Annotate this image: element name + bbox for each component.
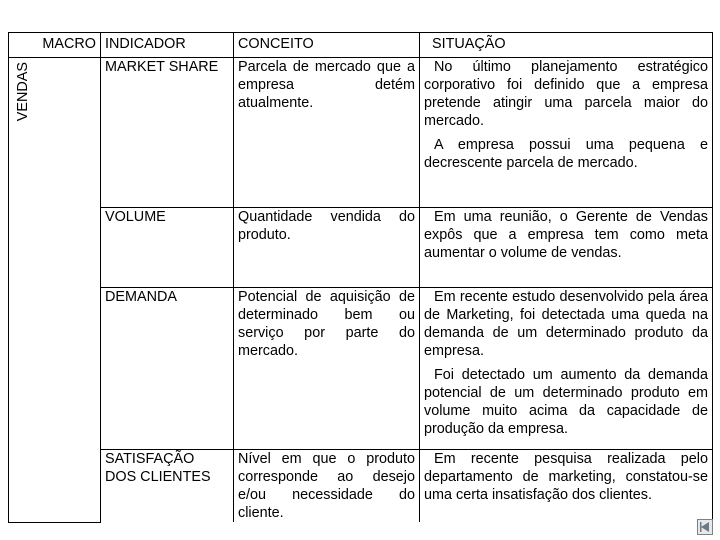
situacao-paragraph: Foi detectado um aumento da demanda potencial de um determinado produto em volume muito acima da capacidade de produção da empresa. [424, 367, 708, 437]
situacao-cell [420, 288, 713, 450]
header-macro: MACRO [9, 33, 101, 58]
situacao-cell [420, 208, 713, 288]
table-row [9, 450, 713, 523]
indicador-cell: SATISFAÇÃO DOS CLIENTES [101, 450, 234, 523]
indicador-cell: DEMANDA [101, 288, 234, 450]
situacao-paragraph: No último planejamento estratégico corporativo foi definido que a empresa pretende atingir uma parcela maior do mercado. [424, 59, 708, 129]
header-situacao: SITUAÇÃO [420, 33, 713, 58]
situacao-paragraph: Em recente pesquisa realizada pelo departamento de marketing, constatou-se uma certa insatisfação dos clientes. [424, 451, 708, 503]
indicador-cell: MARKET SHARE [101, 58, 234, 208]
macro-cell [9, 58, 101, 523]
conceito-cell: Parcela de mercado que a empresa detém atualmente. [234, 58, 420, 208]
table-row [9, 208, 713, 288]
situacao-paragraph: Em recente estudo desenvolvido pela área de Marketing, foi detectada uma queda na demanda de um determinado produto da empresa. [424, 289, 708, 359]
situacao-paragraph: Em uma reunião, o Gerente de Vendas expôs que a empresa tem como meta aumentar o volume de vendas. [424, 209, 708, 261]
indicador-cell: VOLUME [101, 208, 234, 288]
header-indicador: INDICADOR [101, 33, 234, 58]
situacao-cell [420, 450, 713, 523]
indicator-table [8, 32, 713, 523]
table-row [9, 288, 713, 450]
header-row [9, 33, 713, 58]
conceito-cell: Quantidade vendida do produto. [234, 208, 420, 288]
group-label-vendas: VENDAS [15, 62, 31, 122]
conceito-cell: Potencial de aquisição de determinado bem ou serviço por parte do mercado. [234, 288, 420, 450]
situacao-cell [420, 58, 713, 208]
conceito-cell: Nível em que o produto corresponde ao desejo e/ou necessidade do cliente. [234, 450, 420, 523]
situacao-paragraph: A empresa possui uma pequena e decrescente parcela de mercado. [424, 137, 708, 171]
header-conceito: CONCEITO [234, 33, 420, 58]
previous-slide-icon[interactable] [697, 519, 713, 535]
table-row [9, 58, 713, 208]
